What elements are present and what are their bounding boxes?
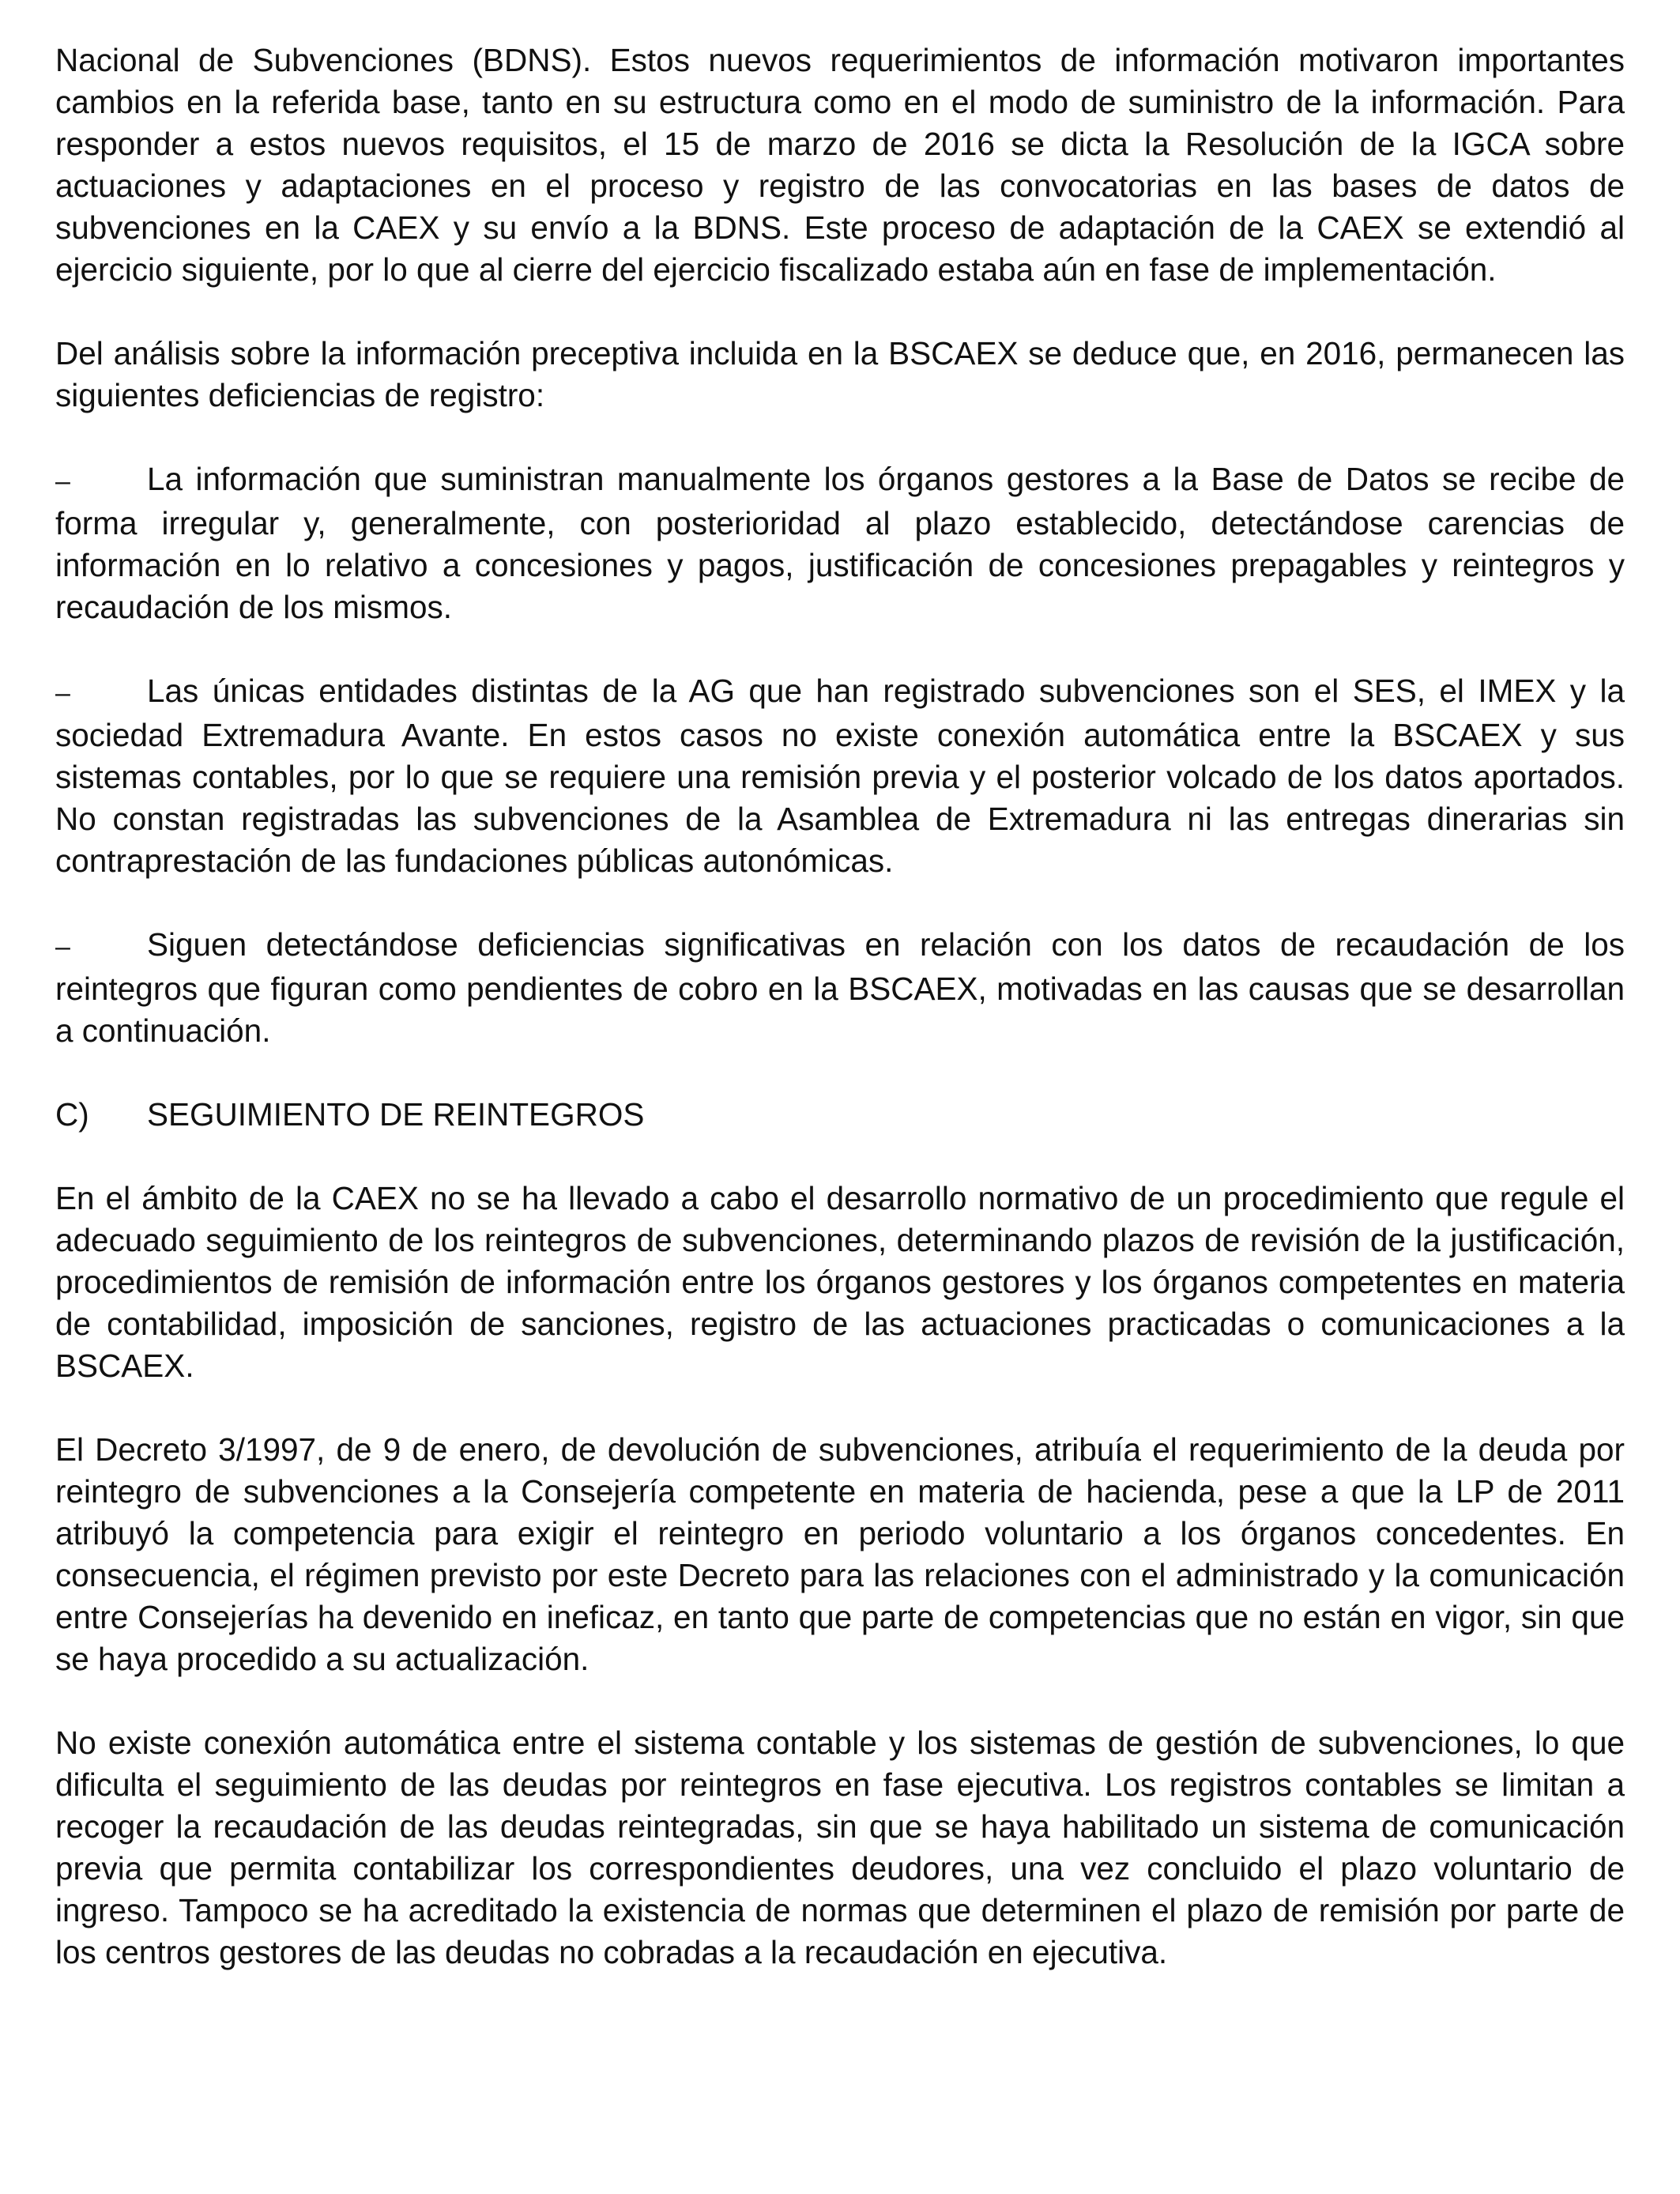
bullet-dash: – bbox=[55, 678, 70, 708]
section-heading bbox=[55, 1094, 1625, 1136]
section-letter: C) bbox=[55, 1096, 89, 1133]
paragraph-bdns-adaptation: Nacional de Subvenciones (BDNS). Estos nuevos requerimientos de información motivaron importantes cambios en la referida base, tanto en su estructura como en el modo de suministro de la información. Para responder a estos nuevos requisitos, el 15 de marzo de 2016 se dicta la Resolución de la IGCA sobre actuaciones y adaptaciones en el proceso y registro de las convocatorias en las bases de datos de subvenciones en la CAEX y su envío a la BDNS. Este proceso de adaptación de la CAEX se extendió al ejercicio siguiente, por lo que al cierre del ejercicio fiscalizado estaba aún en fase de implementación. bbox=[55, 42, 1625, 288]
bullet-text: La información que suministran manualmente los órganos gestores a la Base de Datos se recibe de forma irregular y, generalmente, con posterioridad al plazo establecido, detectándose carencias de información en lo relativo a concesiones y pagos, justificación de concesiones prepagables y reintegros y recaudación de los mismos. bbox=[55, 461, 1625, 625]
document-page bbox=[55, 40, 1625, 2015]
bullet-text: Las únicas entidades distintas de la AG que han registrado subvenciones son el SES, el IMEX y la sociedad Extremadura Avante. En estos casos no existe conexión automática entre la BSCAEX y sus sistemas contables, por lo que se requiere una remisión previa y el posterior volcado de los datos aportados. No constan registradas las subvenciones de la Asamblea de Extremadura ni las entregas dinerarias sin contraprestación de las fundaciones públicas autonómicas. bbox=[55, 673, 1625, 879]
bullet-dash: – bbox=[55, 932, 70, 962]
bullet-text: Siguen detectándose deficiencias significativas en relación con los datos de recaudación de los reintegros que figuran como pendientes de cobro en la BSCAEX, motivadas en las causas que se desarrollan a continuación. bbox=[55, 926, 1625, 1049]
bullet-item-collection-deficiencies bbox=[55, 924, 1625, 1052]
paragraph-analysis-intro: Del análisis sobre la información preceptiva incluida en la BSCAEX se deduce que, en 2016, permanecen las siguientes deficiencias de registro: bbox=[55, 335, 1625, 413]
paragraph-decree-3-1997: El Decreto 3/1997, de 9 de enero, de devolución de subvenciones, atribuía el requerimiento de la deuda por reintegro de subvenciones a la Consejería competente en materia de hacienda, pese a que la LP de 2011 atribuyó la competencia para exigir el reintegro en periodo voluntario a los órganos concedentes. En consecuencia, el régimen previsto por este Decreto para las relaciones con el administrado y la comunicación entre Consejerías ha devenido en ineficaz, en tanto que parte de competencias que no están en vigor, sin que se haya procedido a su actualización. bbox=[55, 1431, 1625, 1677]
bullet-item-registered-entities bbox=[55, 670, 1625, 882]
bullet-item-manual-information bbox=[55, 458, 1625, 628]
paragraph-normative-development: En el ámbito de la CAEX no se ha llevado a cabo el desarrollo normativo de un procedimiento que regule el adecuado seguimiento de los reintegros de subvenciones, determinando plazos de revisión de la justificación, procedimientos de remisión de información entre los órganos gestores y los órganos competentes en materia de contabilidad, imposición de sanciones, registro de las actuaciones practicadas o comunicaciones a la BSCAEX. bbox=[55, 1180, 1625, 1384]
bullet-dash: – bbox=[55, 466, 70, 496]
paragraph-automatic-connection: No existe conexión automática entre el sistema contable y los sistemas de gestión de subvenciones, lo que dificulta el seguimiento de las deudas por reintegros en fase ejecutiva. Los registros contables se limitan a recoger la recaudación de las deudas reintegradas, sin que se haya habilitado un sistema de comunicación previa que permita contabilizar los correspondientes deudores, una vez concluido el plazo voluntario de ingreso. Tampoco se ha acreditado la existencia de normas que determinen el plazo de remisión por parte de los centros gestores de las deudas no cobradas a la recaudación en ejecutiva. bbox=[55, 1725, 1625, 1970]
section-title: SEGUIMIENTO DE REINTEGROS bbox=[147, 1096, 645, 1133]
